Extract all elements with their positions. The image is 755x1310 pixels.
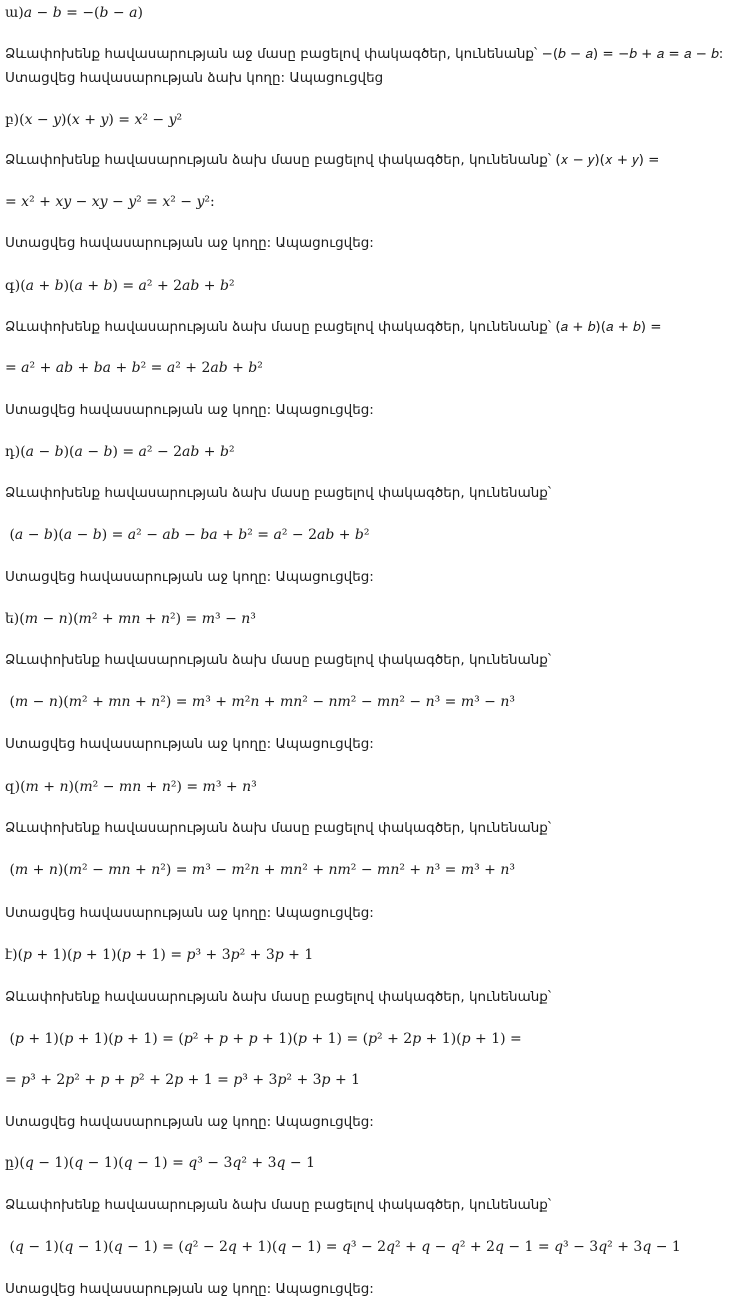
problem-h-derivation: (𝑞 − 1)(𝑞 − 1)(𝑞 − 1) = (𝑞² − 2𝑞 + 1)(𝑞 − 1) = 𝑞³ − 2𝑞² + 𝑞 − 𝑞² + 2𝑞 − 1 = 𝑞³ − 3𝑞² + 3𝑞 − 1 — [5, 1239, 681, 1255]
problem-d-conclusion: Ստացվեց հավասարության աջ կողը: Ապացուցվեց: — [5, 569, 374, 585]
problem-b-explanation: Ձևափոխենք հավասարության ձախ մասը բացելով փակագծեր, կունենանք՝ (𝑥 − 𝑦)(𝑥 + 𝑦) = — [5, 152, 660, 168]
problem-c-conclusion: Ստացվեց հավասարության աջ կողը: Ապացուցվեց: — [5, 402, 374, 418]
problem-a-conclusion: Ստացվեց հավասարության ձախ կողը: Ապացուցվեց — [5, 70, 384, 86]
problem-f-conclusion: Ստացվեց հավասարության աջ կողը: Ապացուցվեց: — [5, 905, 374, 921]
problem-g-derivation-1: (𝑝 + 1)(𝑝 + 1)(𝑝 + 1) = (𝑝² + 𝑝 + 𝑝 + 1)(𝑝 + 1) = (𝑝² + 2𝑝 + 1)(𝑝 + 1) = — [5, 1031, 522, 1047]
problem-f-derivation: (𝑚 + 𝑛)(𝑚² − 𝑚𝑛 + 𝑛²) = 𝑚³ − 𝑚²𝑛 + 𝑚𝑛² + 𝑛𝑚² − 𝑚𝑛² + 𝑛³ = 𝑚³ + 𝑛³ — [5, 862, 515, 878]
problem-c-explanation: Ձևափոխենք հավասարության ձախ մասը բացելով փակագծեր, կունենանք՝ (𝑎 + 𝑏)(𝑎 + 𝑏) = — [5, 319, 662, 335]
problem-b-conclusion: Ստացվեց հավասարության աջ կողը: Ապացուցվեց: — [5, 235, 374, 251]
problem-f-statement: զ)(𝑚 + 𝑛)(𝑚² − 𝑚𝑛 + 𝑛²) = 𝑚³ + 𝑛³ — [5, 779, 257, 795]
problem-f-explanation: Ձևափոխենք հավասարության ձախ մասը բացելով փակագծեր, կունենանք՝ — [5, 820, 552, 836]
problem-b-derivation: = 𝑥² + 𝑥𝑦 − 𝑥𝑦 − 𝑦² = 𝑥² − 𝑦²: — [5, 194, 215, 210]
problem-g-derivation-2: = 𝑝³ + 2𝑝² + 𝑝 + 𝑝² + 2𝑝 + 1 = 𝑝³ + 3𝑝² + 3𝑝 + 1 — [5, 1072, 361, 1088]
problem-b-statement: բ)(𝑥 − 𝑦)(𝑥 + 𝑦) = 𝑥² − 𝑦² — [5, 112, 183, 128]
problem-g-explanation: Ձևափոխենք հավասարության ձախ մասը բացելով փակագծեր, կունենանք՝ — [5, 989, 552, 1005]
problem-e-explanation: Ձևափոխենք հավասարության ձախ մասը բացելով փակագծեր, կունենանք՝ — [5, 652, 552, 668]
problem-c-derivation: = 𝑎² + 𝑎𝑏 + 𝑏𝑎 + 𝑏² = 𝑎² + 2𝑎𝑏 + 𝑏² — [5, 360, 263, 376]
problem-d-statement: դ)(𝑎 − 𝑏)(𝑎 − 𝑏) = 𝑎² − 2𝑎𝑏 + 𝑏² — [5, 444, 235, 460]
problem-h-explanation: Ձևափոխենք հավասարության ձախ մասը բացելով փակագծեր, կունենանք՝ — [5, 1197, 552, 1213]
problem-h-statement: ը)(𝑞 − 1)(𝑞 − 1)(𝑞 − 1) = 𝑞³ − 3𝑞² + 3𝑞 − 1 — [5, 1155, 315, 1171]
problem-d-explanation: Ձևափոխենք հավասարության ձախ մասը բացելով փակագծեր, կունենանք՝ — [5, 485, 552, 501]
problem-d-derivation: (𝑎 − 𝑏)(𝑎 − 𝑏) = 𝑎² − 𝑎𝑏 − 𝑏𝑎 + 𝑏² = 𝑎² − 2𝑎𝑏 + 𝑏² — [5, 527, 370, 543]
problem-g-conclusion: Ստացվեց հավասարության աջ կողը: Ապացուցվեց: — [5, 1114, 374, 1130]
problem-g-statement: է)(𝑝 + 1)(𝑝 + 1)(𝑝 + 1) = 𝑝³ + 3𝑝² + 3𝑝 + 1 — [5, 947, 314, 963]
problem-h-conclusion: Ստացվեց հավասարության աջ կողը: Ապացուցվեց: — [5, 1281, 374, 1297]
problem-e-statement: ե)(𝑚 − 𝑛)(𝑚² + 𝑚𝑛 + 𝑛²) = 𝑚³ − 𝑛³ — [5, 611, 256, 627]
problem-a-statement: ա)𝑎 − 𝑏 = −(𝑏 − 𝑎) — [5, 5, 143, 21]
problem-e-derivation: (𝑚 − 𝑛)(𝑚² + 𝑚𝑛 + 𝑛²) = 𝑚³ + 𝑚²𝑛 + 𝑚𝑛² − 𝑛𝑚² − 𝑚𝑛² − 𝑛³ = 𝑚³ − 𝑛³ — [5, 694, 515, 710]
problem-c-statement: գ)(𝑎 + 𝑏)(𝑎 + 𝑏) = 𝑎² + 2𝑎𝑏 + 𝑏² — [5, 278, 235, 294]
problem-a-explanation: Ձևափոխենք հավասարության աջ մասը բացելով փակագծեր, կունենանք՝ −(𝑏 − 𝑎) = −𝑏 + 𝑎 = 𝑎 − 𝑏: — [5, 46, 724, 62]
problem-e-conclusion: Ստացվեց հավասարության աջ կողը: Ապացուցվեց: — [5, 736, 374, 752]
